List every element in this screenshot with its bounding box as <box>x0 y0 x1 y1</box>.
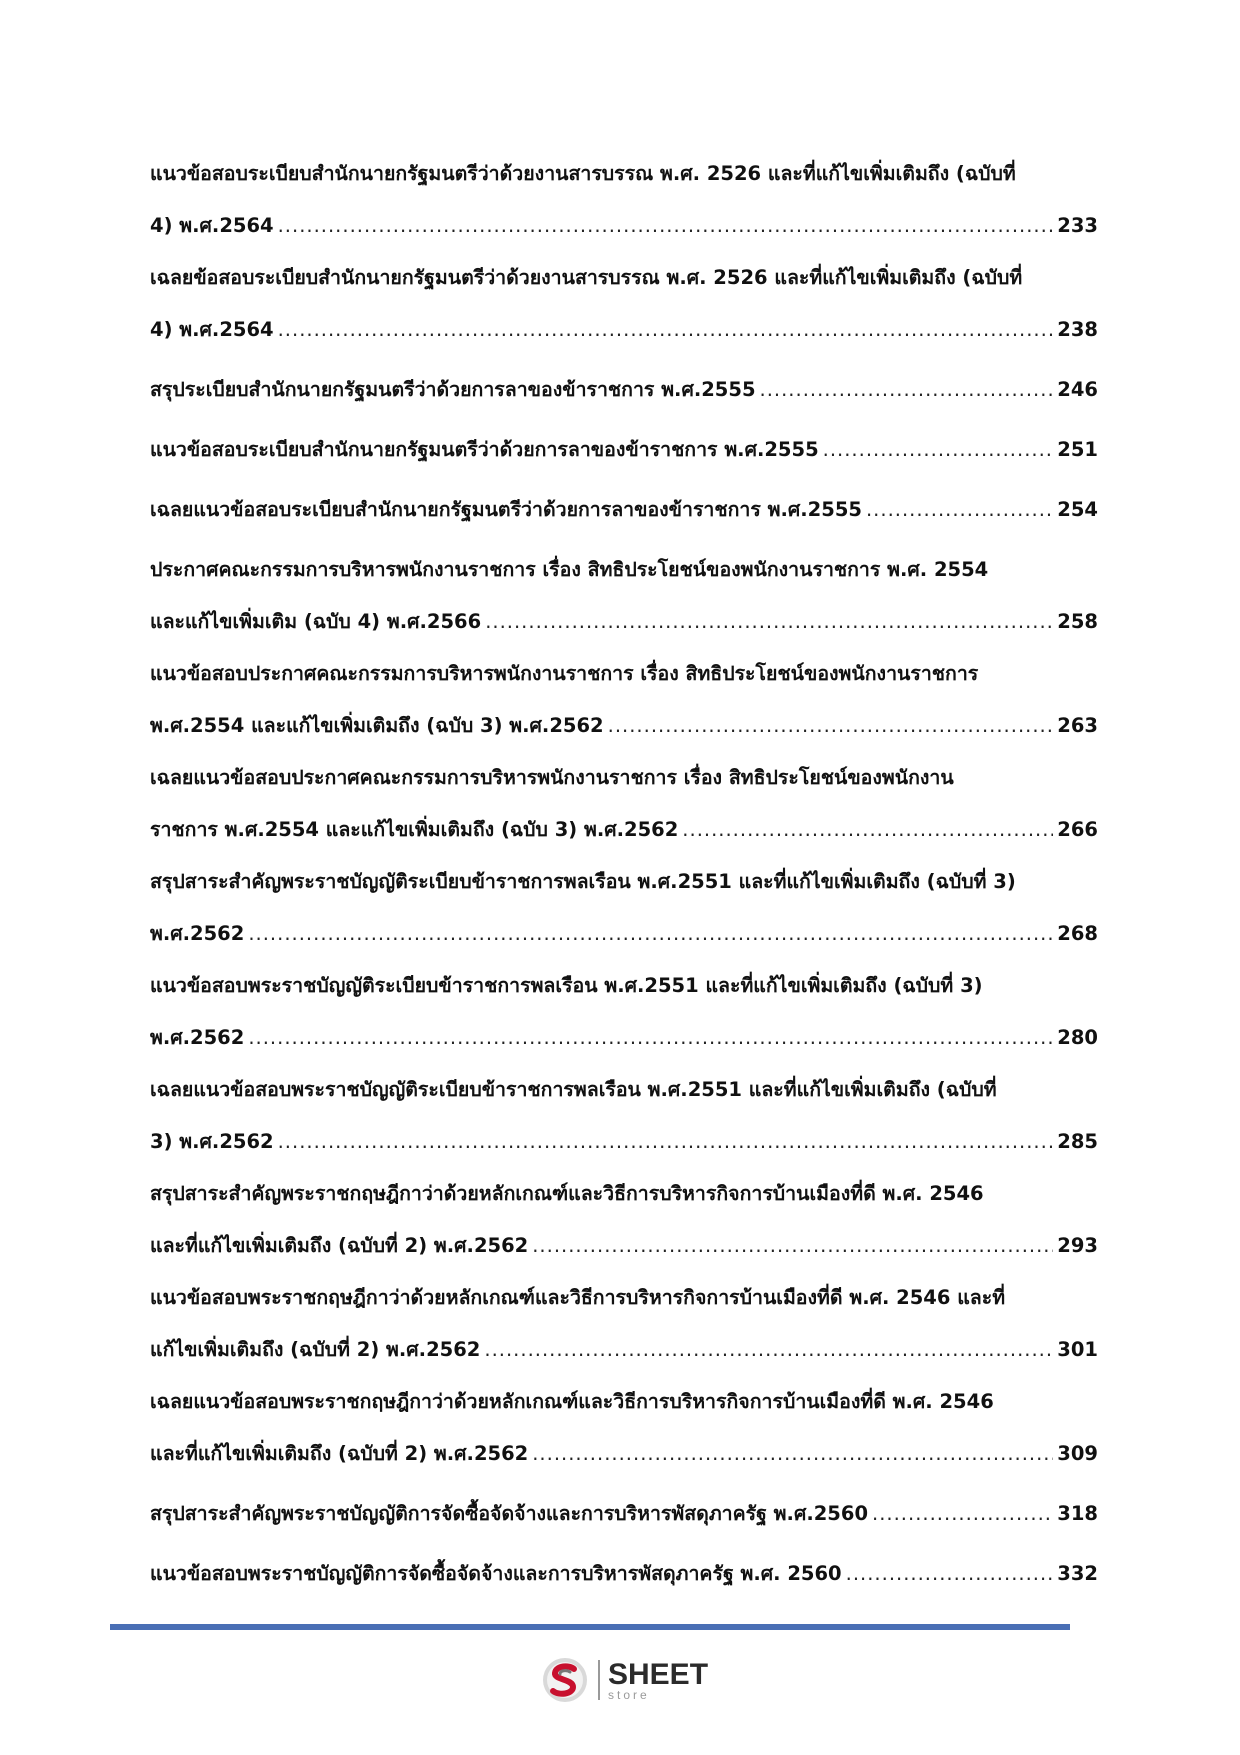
toc-entry[interactable] <box>150 544 1098 648</box>
toc-entry-title: 4) พ.ศ.2564 <box>150 214 274 237</box>
toc-page-number: 251 <box>1057 438 1098 461</box>
toc-entry-leader-line <box>150 908 1098 960</box>
toc-page-number: 238 <box>1057 318 1098 341</box>
toc-entry[interactable] <box>150 1376 1098 1480</box>
dot-leader <box>823 424 1054 476</box>
dot-leader <box>608 700 1054 752</box>
toc-entry[interactable] <box>150 960 1098 1064</box>
toc-entry-title-line: เฉลยข้อสอบระเบียบสำนักนายกรัฐมนตรีว่าด้วยงานสารบรรณ พ.ศ. 2526 และที่แก้ไขเพิ่มเติมถึง (ฉบับที่ <box>150 266 1023 289</box>
toc-entry[interactable] <box>150 856 1098 960</box>
toc-entry-title: 3) พ.ศ.2562 <box>150 1130 274 1153</box>
toc-entry-title-line: แนวข้อสอบระเบียบสำนักนายกรัฐมนตรีว่าด้วยงานสารบรรณ พ.ศ. 2526 และที่แก้ไขเพิ่มเติมถึง (ฉบับที่ <box>150 162 1016 185</box>
toc-entry[interactable] <box>150 752 1098 856</box>
logo-subtext: store <box>608 1687 650 1702</box>
toc-entry-title: สรุปสาระสำคัญพระราชบัญญัติการจัดซื้อจัดจ้างและการบริหารพัสดุภาครัฐ พ.ศ.2560 <box>150 1502 869 1525</box>
toc-entry[interactable] <box>150 1548 1098 1600</box>
toc-entry-title: ราชการ พ.ศ.2554 และแก้ไขเพิ่มเติมถึง (ฉบับ 3) พ.ศ.2562 <box>150 818 679 841</box>
toc-entry-leader-line <box>150 700 1098 752</box>
toc-entry-title: แนวข้อสอบระเบียบสำนักนายกรัฐมนตรีว่าด้วยการลาของข้าราชการ พ.ศ.2555 <box>150 438 819 461</box>
toc-entry-leader-line <box>150 1116 1098 1168</box>
toc-entry-leader-line <box>150 1428 1098 1480</box>
dot-leader <box>485 596 1053 648</box>
toc-entry-title-line: แนวข้อสอบพระราชบัญญัติระเบียบข้าราชการพลเรือน พ.ศ.2551 และที่แก้ไขเพิ่มเติมถึง (ฉบับที่ 3) <box>150 974 983 997</box>
toc-page-number: 258 <box>1057 610 1098 633</box>
toc-entry-leader-line <box>150 1012 1098 1064</box>
toc-entry-title-line: สรุปสาระสำคัญพระราชกฤษฎีกาว่าด้วยหลักเกณฑ์และวิธีการบริหารกิจการบ้านเมืองที่ดี พ.ศ. 2546 <box>150 1182 984 1205</box>
toc-entry-leader-line <box>150 484 1098 536</box>
toc-entry[interactable] <box>150 484 1098 536</box>
logo-separator <box>598 1660 600 1700</box>
dot-leader <box>682 804 1053 856</box>
table-of-contents <box>150 148 1098 1608</box>
toc-entry[interactable] <box>150 1064 1098 1168</box>
logo-text: SHEET <box>608 1657 709 1691</box>
toc-page-number: 301 <box>1057 1338 1098 1361</box>
dot-leader <box>532 1220 1053 1272</box>
toc-page-number: 293 <box>1057 1234 1098 1257</box>
dot-leader <box>248 1012 1053 1064</box>
toc-entry-leader-line <box>150 596 1098 648</box>
toc-entry[interactable] <box>150 148 1098 252</box>
toc-entry[interactable] <box>150 364 1098 416</box>
toc-entry[interactable] <box>150 1488 1098 1540</box>
toc-entry-leader-line <box>150 304 1098 356</box>
toc-page-number: 254 <box>1057 498 1098 521</box>
toc-entry-title: และที่แก้ไขเพิ่มเติมถึง (ฉบับที่ 2) พ.ศ.2562 <box>150 1442 529 1465</box>
dot-leader <box>846 1548 1054 1600</box>
toc-entry[interactable] <box>150 1168 1098 1272</box>
toc-page-number: 266 <box>1057 818 1098 841</box>
toc-page-number: 263 <box>1057 714 1098 737</box>
toc-entry-leader-line <box>150 804 1098 856</box>
dot-leader <box>760 364 1054 416</box>
toc-entry-leader-line <box>150 200 1098 252</box>
dot-leader <box>278 1116 1054 1168</box>
toc-page-number: 285 <box>1057 1130 1098 1153</box>
toc-entry[interactable] <box>150 424 1098 476</box>
dot-leader <box>278 200 1054 252</box>
toc-entry-title: พ.ศ.2562 <box>150 922 245 945</box>
toc-entry-title-line: สรุปสาระสำคัญพระราชบัญญัติระเบียบข้าราชการพลเรือน พ.ศ.2551 และที่แก้ไขเพิ่มเติมถึง (ฉบับที่ 3) <box>150 870 1016 893</box>
toc-entry-title-line: เฉลยแนวข้อสอบพระราชกฤษฎีกาว่าด้วยหลักเกณฑ์และวิธีการบริหารกิจการบ้านเมืองที่ดี พ.ศ. 2546 <box>150 1390 994 1413</box>
toc-page-number: 233 <box>1057 214 1098 237</box>
toc-entry-title: พ.ศ.2562 <box>150 1026 245 1049</box>
dot-leader <box>872 1488 1053 1540</box>
toc-entry-title: และที่แก้ไขเพิ่มเติมถึง (ฉบับที่ 2) พ.ศ.2562 <box>150 1234 529 1257</box>
toc-page-number: 309 <box>1057 1442 1098 1465</box>
toc-page-number: 332 <box>1057 1562 1098 1585</box>
dot-leader <box>278 304 1054 356</box>
toc-page-number: 280 <box>1057 1026 1098 1049</box>
toc-entry-title: สรุประเบียบสำนักนายกรัฐมนตรีว่าด้วยการลาของข้าราชการ พ.ศ.2555 <box>150 378 756 401</box>
toc-entry-leader-line <box>150 1548 1098 1600</box>
sheet-store-logo <box>540 1652 710 1708</box>
toc-page-number: 268 <box>1057 922 1098 945</box>
toc-entry-title-line: เฉลยแนวข้อสอบประกาศคณะกรรมการบริหารพนักงานราชการ เรื่อง สิทธิประโยชน์ของพนักงาน <box>150 766 954 789</box>
toc-page-number: 246 <box>1057 378 1098 401</box>
toc-entry-title-line: ประกาศคณะกรรมการบริหารพนักงานราชการ เรื่อง สิทธิประโยชน์ของพนักงานราชการ พ.ศ. 2554 <box>150 558 989 581</box>
toc-entry-title-line: แนวข้อสอบประกาศคณะกรรมการบริหารพนักงานราชการ เรื่อง สิทธิประโยชน์ของพนักงานราชการ <box>150 662 979 685</box>
toc-entry-title-line: แนวข้อสอบพระราชกฤษฎีกาว่าด้วยหลักเกณฑ์และวิธีการบริหารกิจการบ้านเมืองที่ดี พ.ศ. 2546 และที่ <box>150 1286 1006 1309</box>
dot-leader <box>484 1324 1053 1376</box>
toc-entry-leader-line <box>150 1220 1098 1272</box>
dot-leader <box>866 484 1053 536</box>
toc-entry[interactable] <box>150 252 1098 356</box>
dot-leader <box>532 1428 1053 1480</box>
toc-entry-leader-line <box>150 1324 1098 1376</box>
toc-entry-title: 4) พ.ศ.2564 <box>150 318 274 341</box>
toc-entry-title: แก้ไขเพิ่มเติมถึง (ฉบับที่ 2) พ.ศ.2562 <box>150 1338 481 1361</box>
logo-wordmark <box>608 1657 709 1702</box>
dot-leader <box>248 908 1053 960</box>
toc-entry-title: พ.ศ.2554 และแก้ไขเพิ่มเติมถึง (ฉบับ 3) พ.ศ.2562 <box>150 714 604 737</box>
toc-entry-title: เฉลยแนวข้อสอบระเบียบสำนักนายกรัฐมนตรีว่าด้วยการลาของข้าราชการ พ.ศ.2555 <box>150 498 862 521</box>
toc-entry-leader-line <box>150 1488 1098 1540</box>
toc-entry[interactable] <box>150 648 1098 752</box>
toc-entry[interactable] <box>150 1272 1098 1376</box>
toc-entry-title: และแก้ไขเพิ่มเติม (ฉบับ 4) พ.ศ.2566 <box>150 610 482 633</box>
footer-divider <box>110 1624 1070 1630</box>
toc-entry-title-line: เฉลยแนวข้อสอบพระราชบัญญัติระเบียบข้าราชการพลเรือน พ.ศ.2551 และที่แก้ไขเพิ่มเติมถึง (ฉบับที่ <box>150 1078 997 1101</box>
sheet-store-s-icon <box>540 1655 590 1705</box>
toc-entry-leader-line <box>150 364 1098 416</box>
toc-entry-title: แนวข้อสอบพระราชบัญญัติการจัดซื้อจัดจ้างและการบริหารพัสดุภาครัฐ พ.ศ. 2560 <box>150 1562 842 1585</box>
toc-page-number: 318 <box>1057 1502 1098 1525</box>
toc-entry-leader-line <box>150 424 1098 476</box>
